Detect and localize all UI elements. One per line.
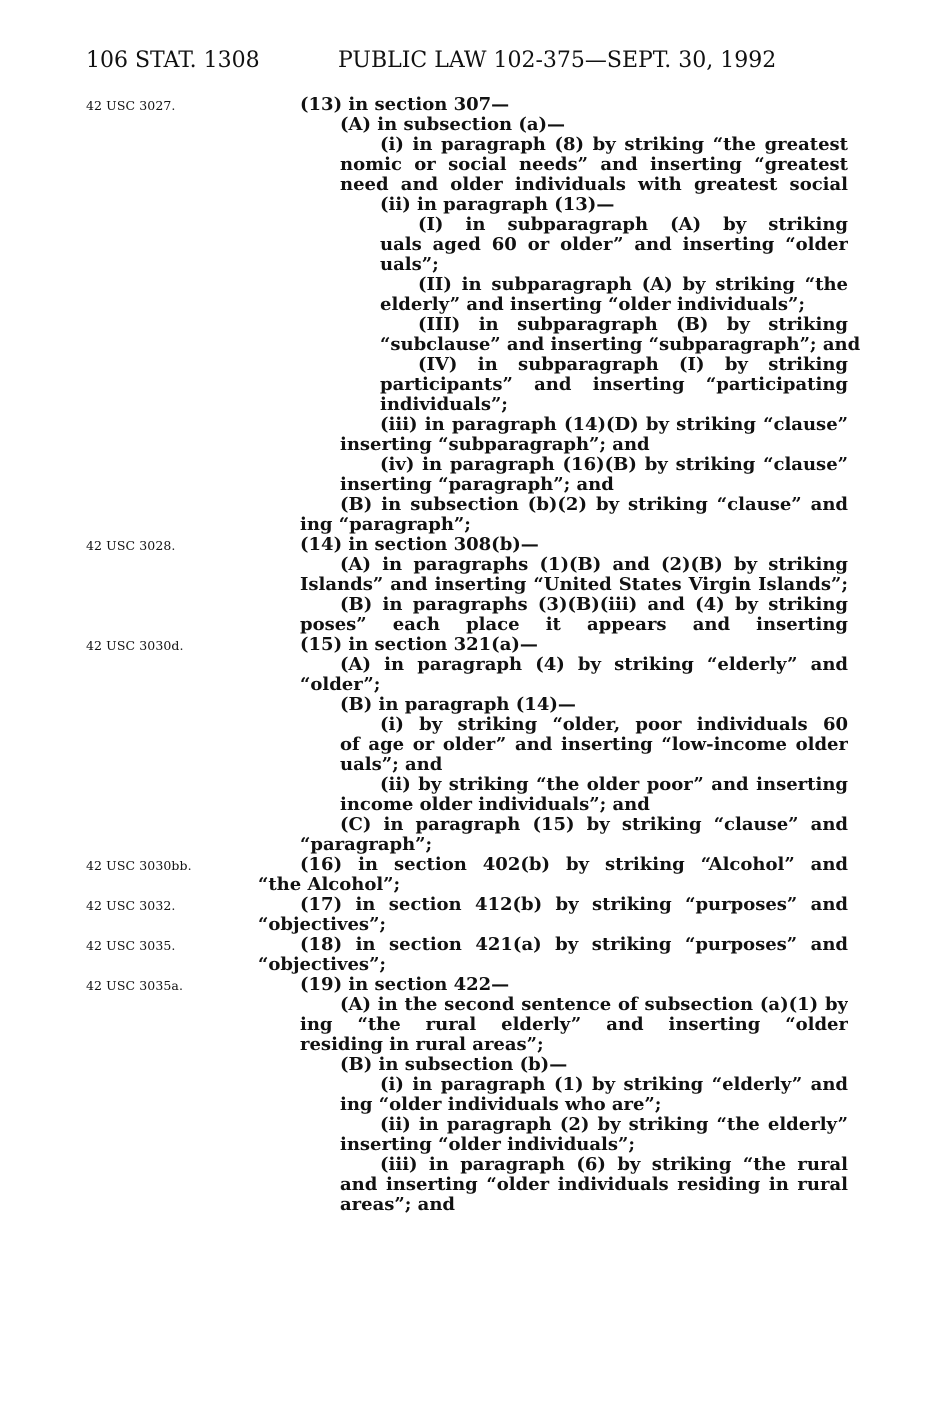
margin-note: 42 USC 3027. [86,98,176,113]
line-text: (16) in section 402(b) by striking “Alcohol” and [300,855,848,875]
line-text: residing in rural areas”; [300,1034,544,1055]
line-text: (14) in section 308(b)— [300,534,539,555]
line-text: (B) in paragraphs (3)(B)(iii) and (4) by striking [340,595,848,615]
text-line [0,695,940,715]
line-text: elderly” and inserting “older individuals”; [380,294,806,315]
line-text: (iii) in paragraph (14)(D) by striking “clause” [380,415,848,435]
line-text: (19) in section 422— [300,974,510,995]
text-line [0,395,940,415]
text-line [0,615,940,635]
text-line [0,915,940,935]
line-text: (ii) by striking “the older poor” and inserting [380,775,848,795]
text-line [0,815,940,835]
line-text: of age or older” and inserting “low-income older [340,735,848,755]
text-line [0,255,940,275]
text-line [0,155,940,175]
margin-note: 42 USC 3030bb. [86,858,192,873]
line-text: (B) in subsection (b)(2) by striking “clause” and [340,495,848,515]
document-body [0,95,940,1215]
text-line [0,855,940,875]
line-text: Islands” and inserting “United States Virgin Islands”; [300,575,848,595]
line-text: (I) in subparagraph (A) by striking [418,215,848,235]
line-text: (II) in subparagraph (A) by striking “the [418,275,848,295]
text-line [0,215,940,235]
text-line [0,1155,940,1175]
text-line [0,375,940,395]
text-line [0,835,940,855]
line-text: participants” and inserting “participating [380,375,848,395]
line-text: ing “the rural elderly” and inserting “older [300,1015,848,1035]
text-line [0,535,940,555]
margin-note: 42 USC 3028. [86,538,176,553]
text-line [0,335,940,355]
text-line [0,975,940,995]
line-text: (13) in section 307— [300,94,510,115]
text-line [0,1095,940,1115]
line-text: income older individuals”; and [340,794,650,815]
line-text: inserting “paragraph”; and [340,474,614,495]
text-line [0,1015,940,1035]
text-line [0,455,940,475]
text-line [0,235,940,255]
text-line [0,475,940,495]
line-text: (B) in subsection (b)— [340,1054,568,1075]
line-text: areas”; and [340,1194,455,1215]
text-line [0,935,940,955]
text-line [0,795,940,815]
line-text: inserting “older individuals”; [340,1134,636,1155]
text-line [0,315,940,335]
line-text: “paragraph”; [300,834,433,855]
line-text: (IV) in subparagraph (I) by striking [418,355,848,375]
line-text: (iv) in paragraph (16)(B) by striking “clause” [380,455,848,475]
line-text: nomic or social needs” and inserting “greatest [340,155,848,175]
text-line [0,575,940,595]
line-text: and inserting “older individuals residing in rural [340,1175,848,1195]
text-line [0,595,940,615]
text-line [0,1135,940,1155]
text-line [0,515,940,535]
text-line [0,675,940,695]
text-line [0,895,940,915]
line-text: inserting “subparagraph”; and [340,434,650,455]
line-text: individuals”; [380,394,508,415]
line-text: “objectives”; [258,914,387,935]
line-text: “the Alcohol”; [258,874,401,895]
statute-citation: 106 STAT. 1308 [86,48,260,73]
line-text: (ii) in paragraph (13)— [380,194,615,215]
text-line [0,275,940,295]
text-line [0,1055,940,1075]
margin-note: 42 USC 3030d. [86,638,184,653]
text-line [0,355,940,375]
line-text: (A) in the second sentence of subsection (a)(1) by [340,995,848,1015]
line-text: ing “paragraph”; [300,514,471,535]
line-text: (i) in paragraph (8) by striking “the greatest [380,135,848,155]
line-text: “objectives”; [258,954,387,975]
line-text: (A) in paragraphs (1)(B) and (2)(B) by striking [340,555,848,575]
text-line [0,635,940,655]
public-law-title: PUBLIC LAW 102-375—SEPT. 30, 1992 [338,48,777,73]
text-line [0,115,940,135]
text-line [0,95,940,115]
text-line [0,175,940,195]
line-text: uals”; and [340,754,443,775]
text-line [0,955,940,975]
text-line [0,735,940,755]
line-text: (18) in section 421(a) by striking “purposes” and [300,935,848,955]
line-text: ing “older individuals who are”; [340,1094,662,1115]
text-line [0,555,940,575]
line-text: (iii) in paragraph (6) by striking “the rural [380,1155,848,1175]
text-line [0,1195,940,1215]
line-text: (A) in subsection (a)— [340,114,566,135]
line-text: (i) by striking “older, poor individuals 60 [380,715,848,735]
text-line [0,1175,940,1195]
text-line [0,875,940,895]
text-line [0,995,940,1015]
text-line [0,775,940,795]
line-text: (III) in subparagraph (B) by striking [418,315,848,335]
margin-note: 42 USC 3032. [86,898,176,913]
text-line [0,755,940,775]
line-text: “subclause” and inserting “subparagraph”; and [380,334,861,355]
text-line [0,135,940,155]
line-text: uals aged 60 or older” and inserting “older [380,235,848,255]
line-text: (B) in paragraph (14)— [340,694,576,715]
text-line [0,1075,940,1095]
line-text: (ii) in paragraph (2) by striking “the elderly” [380,1115,848,1135]
text-line [0,195,940,215]
text-line [0,495,940,515]
page-header [86,48,846,80]
margin-note: 42 USC 3035a. [86,978,184,993]
line-text: poses” each place it appears and inserting [300,615,848,635]
text-line [0,295,940,315]
line-text: need and older individuals with greatest social [340,175,848,195]
text-line [0,415,940,435]
line-text: (17) in section 412(b) by striking “purposes” and [300,895,848,915]
line-text: (C) in paragraph (15) by striking “clause” and [340,815,848,835]
line-text: (i) in paragraph (1) by striking “elderly” and [380,1075,848,1095]
margin-note: 42 USC 3035. [86,938,176,953]
line-text: (15) in section 321(a)— [300,634,538,655]
text-line [0,1035,940,1055]
text-line [0,435,940,455]
line-text: “older”; [300,674,381,695]
line-text: uals”; [380,254,439,275]
text-line [0,1115,940,1135]
line-text: (A) in paragraph (4) by striking “elderly” and [340,655,848,675]
text-line [0,715,940,735]
text-line [0,655,940,675]
